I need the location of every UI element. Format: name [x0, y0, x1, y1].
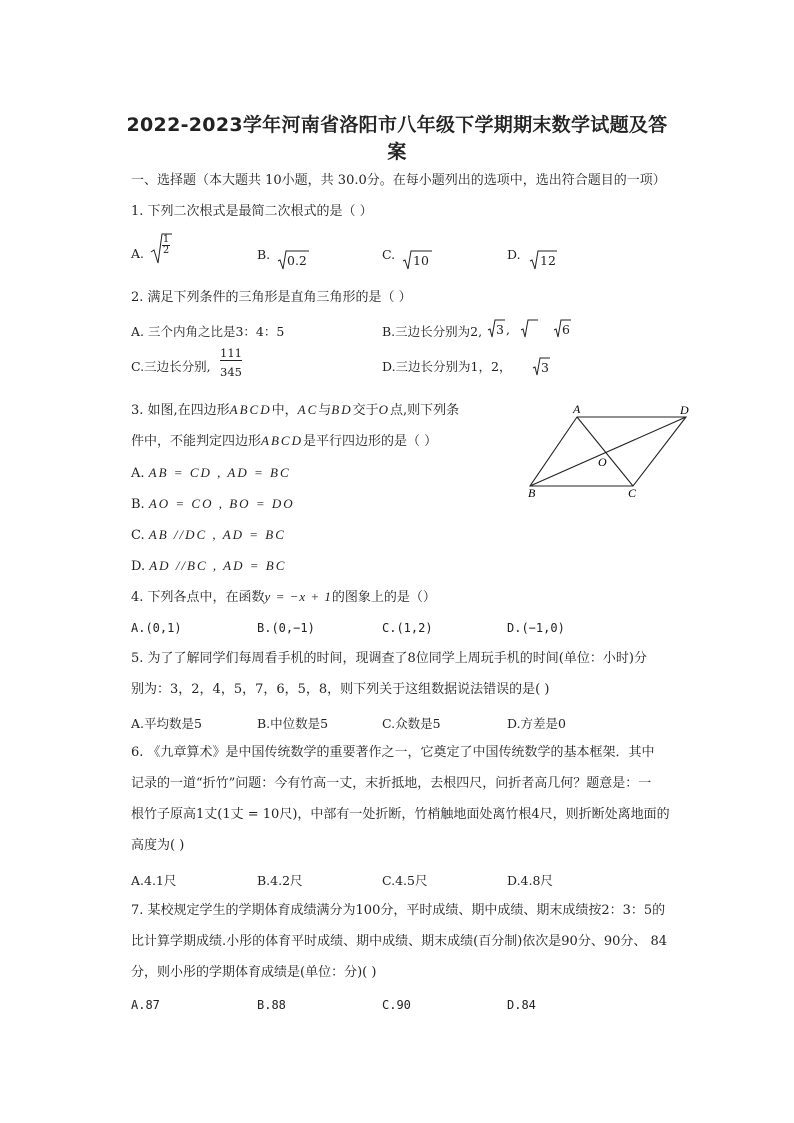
q2-option-b-comma: , — [506, 322, 510, 337]
q6-option-b: B.4.2尺 — [257, 873, 303, 888]
q6-line1: 6. 《九章算术》是中国传统数学的重要著作之一，它奠定了中国传统数学的基本框架．其中 — [131, 745, 655, 760]
q2-b-radicand-1: 3 — [496, 322, 504, 337]
q3-text: 与 — [318, 403, 332, 418]
q4-stem: 4. 下列各点中，在函数y = −x + 1的图象上的是（） — [131, 589, 436, 605]
q7-option-a: A.87 — [131, 998, 160, 1012]
doc-title-line2: 案 — [387, 141, 407, 163]
q5-line1: 5. 为了了解同学们每周看手机的时间，现调查了8位同学上周玩手机的时间(单位：小时)分 — [131, 651, 647, 666]
q2-stem: 2. 满足下列条件的三角形是直角三角形的是（ ） — [131, 290, 412, 305]
q1-option-d-label: D. — [507, 247, 521, 262]
q2-c-denominator: 345 — [220, 365, 242, 379]
q1-option-b-label: B. — [257, 247, 271, 262]
q7-option-c: C.90 — [382, 998, 411, 1012]
q3-line2 — [131, 433, 437, 450]
q4-function: y = −x + 1 — [264, 589, 332, 604]
q3-math: ABCD — [229, 402, 272, 417]
q1-option-a-radical — [150, 232, 172, 270]
q3-math: ABCD — [261, 433, 303, 448]
q3-option-a: A. AB = CD , AD = BC — [131, 465, 291, 481]
q3-option-b: B. AO = CO , BO = DO — [131, 496, 295, 512]
q3-text: 点,则下列条 — [390, 403, 460, 418]
q5-option-b: B.中位数是5 — [257, 716, 329, 731]
q1-stem: 1. 下列二次根式是最简二次根式的是（ ） — [131, 204, 373, 219]
q3-math: AC — [297, 402, 319, 417]
q7-option-b: B.88 — [257, 998, 286, 1012]
q4-option-a: A.(0,1) — [131, 621, 182, 635]
diagonal-ac — [577, 417, 633, 486]
q3-text: 中， — [271, 403, 298, 418]
q7-line3: 分，则小彤的学期体育成绩是(单位：分)( ) — [131, 965, 377, 980]
q5-option-a: A.平均数是5 — [131, 716, 202, 731]
q2-option-c-prefix: C.三边长分别, — [131, 359, 211, 374]
sqrt-icon — [520, 318, 540, 340]
q6-option-d: D.4.8尺 — [507, 873, 553, 888]
q3-option-c: C. AB //DC , AD = BC — [131, 527, 286, 543]
q2-c-numerator: 111 — [220, 346, 242, 360]
vertex-label-a: A — [573, 402, 581, 416]
q1-a-denominator: 2 — [162, 245, 170, 256]
q3-line1 — [131, 402, 459, 419]
q2-option-d-prefix: D.三边长分别为1，2， — [382, 359, 512, 374]
q7-line2: 比计算学期成绩.小彤的体育平时成绩、期中成绩、期末成绩(百分制)依次是90分、90分、 84 — [131, 934, 668, 949]
q3-text: 件中，不能判定四边形 — [131, 434, 262, 449]
doc-title-line1: 2022-2023学年河南省洛阳市八年级下学期期末数学试题及答 — [126, 114, 668, 136]
q5-option-d: D.方差是0 — [507, 716, 567, 731]
q7-option-d: D.84 — [507, 998, 536, 1012]
q6-line4: 高度为( ) — [131, 838, 185, 853]
center-label-o: O — [598, 455, 607, 469]
q2-option-b-prefix: B.三边长分别为2, — [382, 324, 483, 339]
q2-b-radicand-3: 6 — [562, 322, 570, 337]
vertex-label-b: B — [528, 486, 536, 500]
q3-text: 是平行四边形的是（ ） — [302, 434, 438, 449]
q6-line3: 根竹子原高1丈(1丈 = 10尺)，中部有一处折断，竹梢触地面处离竹根4尺，则折断处离地面的 — [131, 807, 670, 822]
q5-option-c: C.众数是5 — [382, 716, 441, 731]
q3-text: 3. 如图,在四边形 — [131, 403, 230, 418]
q5-line2: 别为：3，2，4，5，7，6，5，8，则下列关于这组数据说法错误的是( ) — [131, 682, 550, 697]
q3-math: BD — [331, 402, 353, 417]
q1-c-value: 10 — [413, 253, 429, 268]
q6-option-c: C.4.5尺 — [382, 873, 428, 888]
q3-parallelogram-figure — [520, 400, 700, 500]
q2-option-c-fraction — [220, 347, 242, 379]
q1-d-value: 12 — [540, 253, 556, 268]
q4-option-c: C.(1,2) — [382, 621, 433, 635]
q6-option-a: A.4.1尺 — [131, 873, 177, 888]
q1-option-c-label: C. — [382, 247, 396, 262]
q3-math: O — [378, 402, 391, 417]
q1-b-value: 0.2 — [287, 253, 307, 268]
q3-text: 交于 — [352, 403, 379, 418]
vertex-label-c: C — [628, 486, 637, 500]
q2-d-radicand: 3 — [541, 360, 549, 375]
section-header: 一、选择题（本大题共 10小题，共 30.0分。在每小题列出的选项中，选出符合题目的一项） — [131, 173, 666, 188]
q4-option-b: B.(0,−1) — [257, 621, 315, 635]
q3-option-d: D. AD //BC , AD = BC — [131, 558, 287, 574]
vertex-label-d: D — [680, 403, 689, 417]
q2-option-a: A. 三个内角之比是3：4：5 — [131, 324, 285, 339]
q1-a-numerator: 1 — [162, 234, 170, 245]
q6-line2: 记录的一道“折竹”问题：今有竹高一丈，末折抵地，去根四尺，问折者高几何？题意是：一 — [131, 776, 652, 791]
q4-option-d: D.(−1,0) — [507, 621, 565, 635]
q1-option-a-label: A. — [131, 246, 145, 261]
q7-line1: 7. 某校规定学生的学期体育成绩满分为100分，平时成绩、期中成绩、期末成绩按2：3：5的 — [131, 903, 666, 918]
